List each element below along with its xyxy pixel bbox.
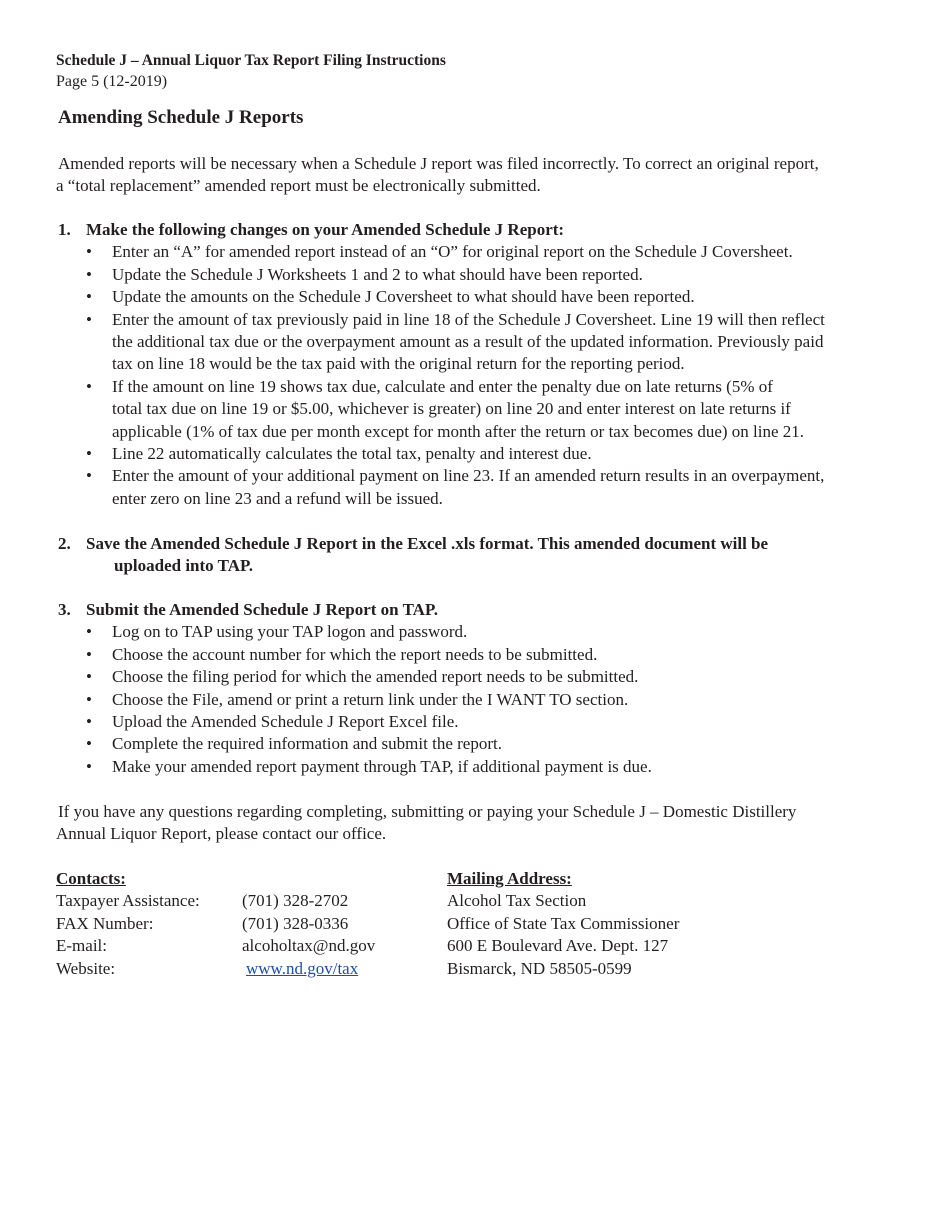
page-number: Page 5 (12-2019) bbox=[56, 73, 168, 90]
list-item-text: Log on to TAP using your TAP logon and password. bbox=[112, 622, 468, 642]
bullet-icon: • bbox=[86, 734, 92, 754]
contact-row-taxpayer bbox=[56, 890, 416, 912]
list-item bbox=[56, 465, 906, 510]
list-item bbox=[56, 689, 906, 711]
step-heading-text: Submit the Amended Schedule J Report on TAP. bbox=[86, 600, 439, 619]
contact-row-website bbox=[56, 958, 416, 980]
list-item-text: Choose the File, amend or print a return link under the I WANT TO section. bbox=[112, 689, 629, 709]
intro-line: a “total replacement” amended report must be electronically submitted. bbox=[56, 176, 541, 196]
list-item-text: Update the amounts on the Schedule J Coversheet to what should have been reported. bbox=[112, 287, 695, 307]
list-item bbox=[56, 443, 906, 465]
bullet-icon: • bbox=[86, 444, 92, 464]
list-item bbox=[56, 621, 906, 643]
list-item bbox=[56, 286, 906, 308]
contact-row-fax bbox=[56, 913, 416, 935]
step-2 bbox=[56, 533, 906, 578]
list-item-text: Choose the filing period for which the amended report needs to be submitted. bbox=[112, 667, 639, 687]
contact-fax: (701) 328-0336 bbox=[242, 913, 349, 933]
list-item-text: If the amount on line 19 shows tax due, calculate and enter the penalty due on late returns (5% of total tax due on line 19 or $5.00, whichever is greater) on line 20 and enter interest on late returns if applicable (1% of tax due per month except for month after the return or tax becomes due) on line 21. bbox=[112, 376, 805, 441]
list-item bbox=[56, 376, 906, 443]
bullet-list bbox=[56, 241, 906, 510]
document-header-title: Schedule J – Annual Liquor Tax Report Filing Instructions bbox=[56, 52, 446, 69]
step-number: 1. bbox=[58, 220, 71, 239]
list-item-text: Upload the Amended Schedule J Report Excel file. bbox=[112, 712, 459, 732]
list-item-text: Enter the amount of your additional payment on line 23. If an amended return results in an overpayment, enter zero on line 23 and a refund will be issued. bbox=[112, 466, 825, 508]
closing-line: If you have any questions regarding completing, submitting or paying your Schedule J – Domestic Distillery bbox=[58, 802, 797, 821]
step-heading bbox=[56, 219, 906, 241]
intro-line: Amended reports will be necessary when a Schedule J report was filed incorrectly. To correct an original report, bbox=[58, 154, 819, 173]
bullet-icon: • bbox=[86, 242, 92, 262]
bullet-icon: • bbox=[86, 466, 92, 486]
bullet-icon: • bbox=[86, 376, 92, 396]
mailing-address-block bbox=[447, 868, 847, 980]
bullet-icon: • bbox=[86, 264, 92, 284]
contact-label: Taxpayer Assistance: bbox=[56, 891, 200, 911]
intro-paragraph bbox=[56, 153, 901, 198]
bullet-icon: • bbox=[86, 287, 92, 307]
bullet-icon: • bbox=[86, 756, 92, 776]
contact-label: E-mail: bbox=[56, 936, 107, 956]
contact-phone: (701) 328-2702 bbox=[242, 891, 349, 911]
mailing-heading: Mailing Address: bbox=[447, 869, 572, 888]
address-line: Alcohol Tax Section bbox=[447, 891, 587, 911]
list-item bbox=[56, 666, 906, 688]
bullet-icon: • bbox=[86, 689, 92, 709]
step-number: 2. bbox=[58, 534, 71, 553]
list-item bbox=[56, 733, 906, 755]
contact-email: alcoholtax@nd.gov bbox=[242, 936, 376, 956]
list-item-text: Update the Schedule J Worksheets 1 and 2 to what should have been reported. bbox=[112, 264, 643, 284]
list-item-text: Enter an “A” for amended report instead of an “O” for original report on the Schedule J Coversheet. bbox=[112, 242, 793, 262]
bullet-icon: • bbox=[86, 622, 92, 642]
list-item-text: Choose the account number for which the report needs to be submitted. bbox=[112, 644, 598, 664]
contact-label: Website: bbox=[56, 958, 116, 978]
website-link[interactable]: www.nd.gov/tax bbox=[246, 958, 359, 978]
closing-paragraph bbox=[56, 801, 901, 846]
contacts-heading: Contacts: bbox=[56, 869, 126, 888]
contact-row-email bbox=[56, 935, 416, 957]
step-heading-text: Save the Amended Schedule J Report in the Excel .xls format. This amended document will be uploaded into TAP. bbox=[86, 534, 769, 576]
bullet-list bbox=[56, 621, 906, 778]
list-item bbox=[56, 309, 906, 376]
list-item bbox=[56, 711, 906, 733]
list-item bbox=[56, 264, 906, 286]
list-item bbox=[56, 756, 906, 778]
list-item-text: Line 22 automatically calculates the total tax, penalty and interest due. bbox=[112, 444, 592, 464]
step-heading-text: Make the following changes on your Amended Schedule J Report: bbox=[86, 220, 565, 239]
step-1 bbox=[56, 219, 906, 510]
list-item-text: Complete the required information and submit the report. bbox=[112, 734, 502, 754]
bullet-icon: • bbox=[86, 644, 92, 664]
address-line: Bismarck, ND 58505-0599 bbox=[447, 958, 632, 978]
address-line: Office of State Tax Commissioner bbox=[447, 913, 680, 933]
list-item-text: Make your amended report payment through TAP, if additional payment is due. bbox=[112, 756, 652, 776]
bullet-icon: • bbox=[86, 309, 92, 329]
step-heading bbox=[56, 533, 906, 578]
address-line: 600 E Boulevard Ave. Dept. 127 bbox=[447, 936, 669, 956]
list-item-text: Enter the amount of tax previously paid in line 18 of the Schedule J Coversheet. Line 19 will then reflect the additional tax due or the overpayment amount as a result of the updated information. Previously paid tax on line 18 would be the tax paid with the original return for the reporting period. bbox=[112, 309, 825, 374]
contact-website-cell bbox=[242, 958, 416, 980]
contact-label: FAX Number: bbox=[56, 913, 154, 933]
bullet-icon: • bbox=[86, 667, 92, 687]
section-title: Amending Schedule J Reports bbox=[58, 107, 304, 128]
contacts-block bbox=[56, 868, 416, 980]
list-item bbox=[56, 644, 906, 666]
list-item bbox=[56, 241, 906, 263]
step-number: 3. bbox=[58, 600, 71, 619]
bullet-icon: • bbox=[86, 712, 92, 732]
step-heading bbox=[56, 599, 906, 621]
closing-line: Annual Liquor Report, please contact our office. bbox=[56, 824, 387, 844]
step-3 bbox=[56, 599, 906, 778]
